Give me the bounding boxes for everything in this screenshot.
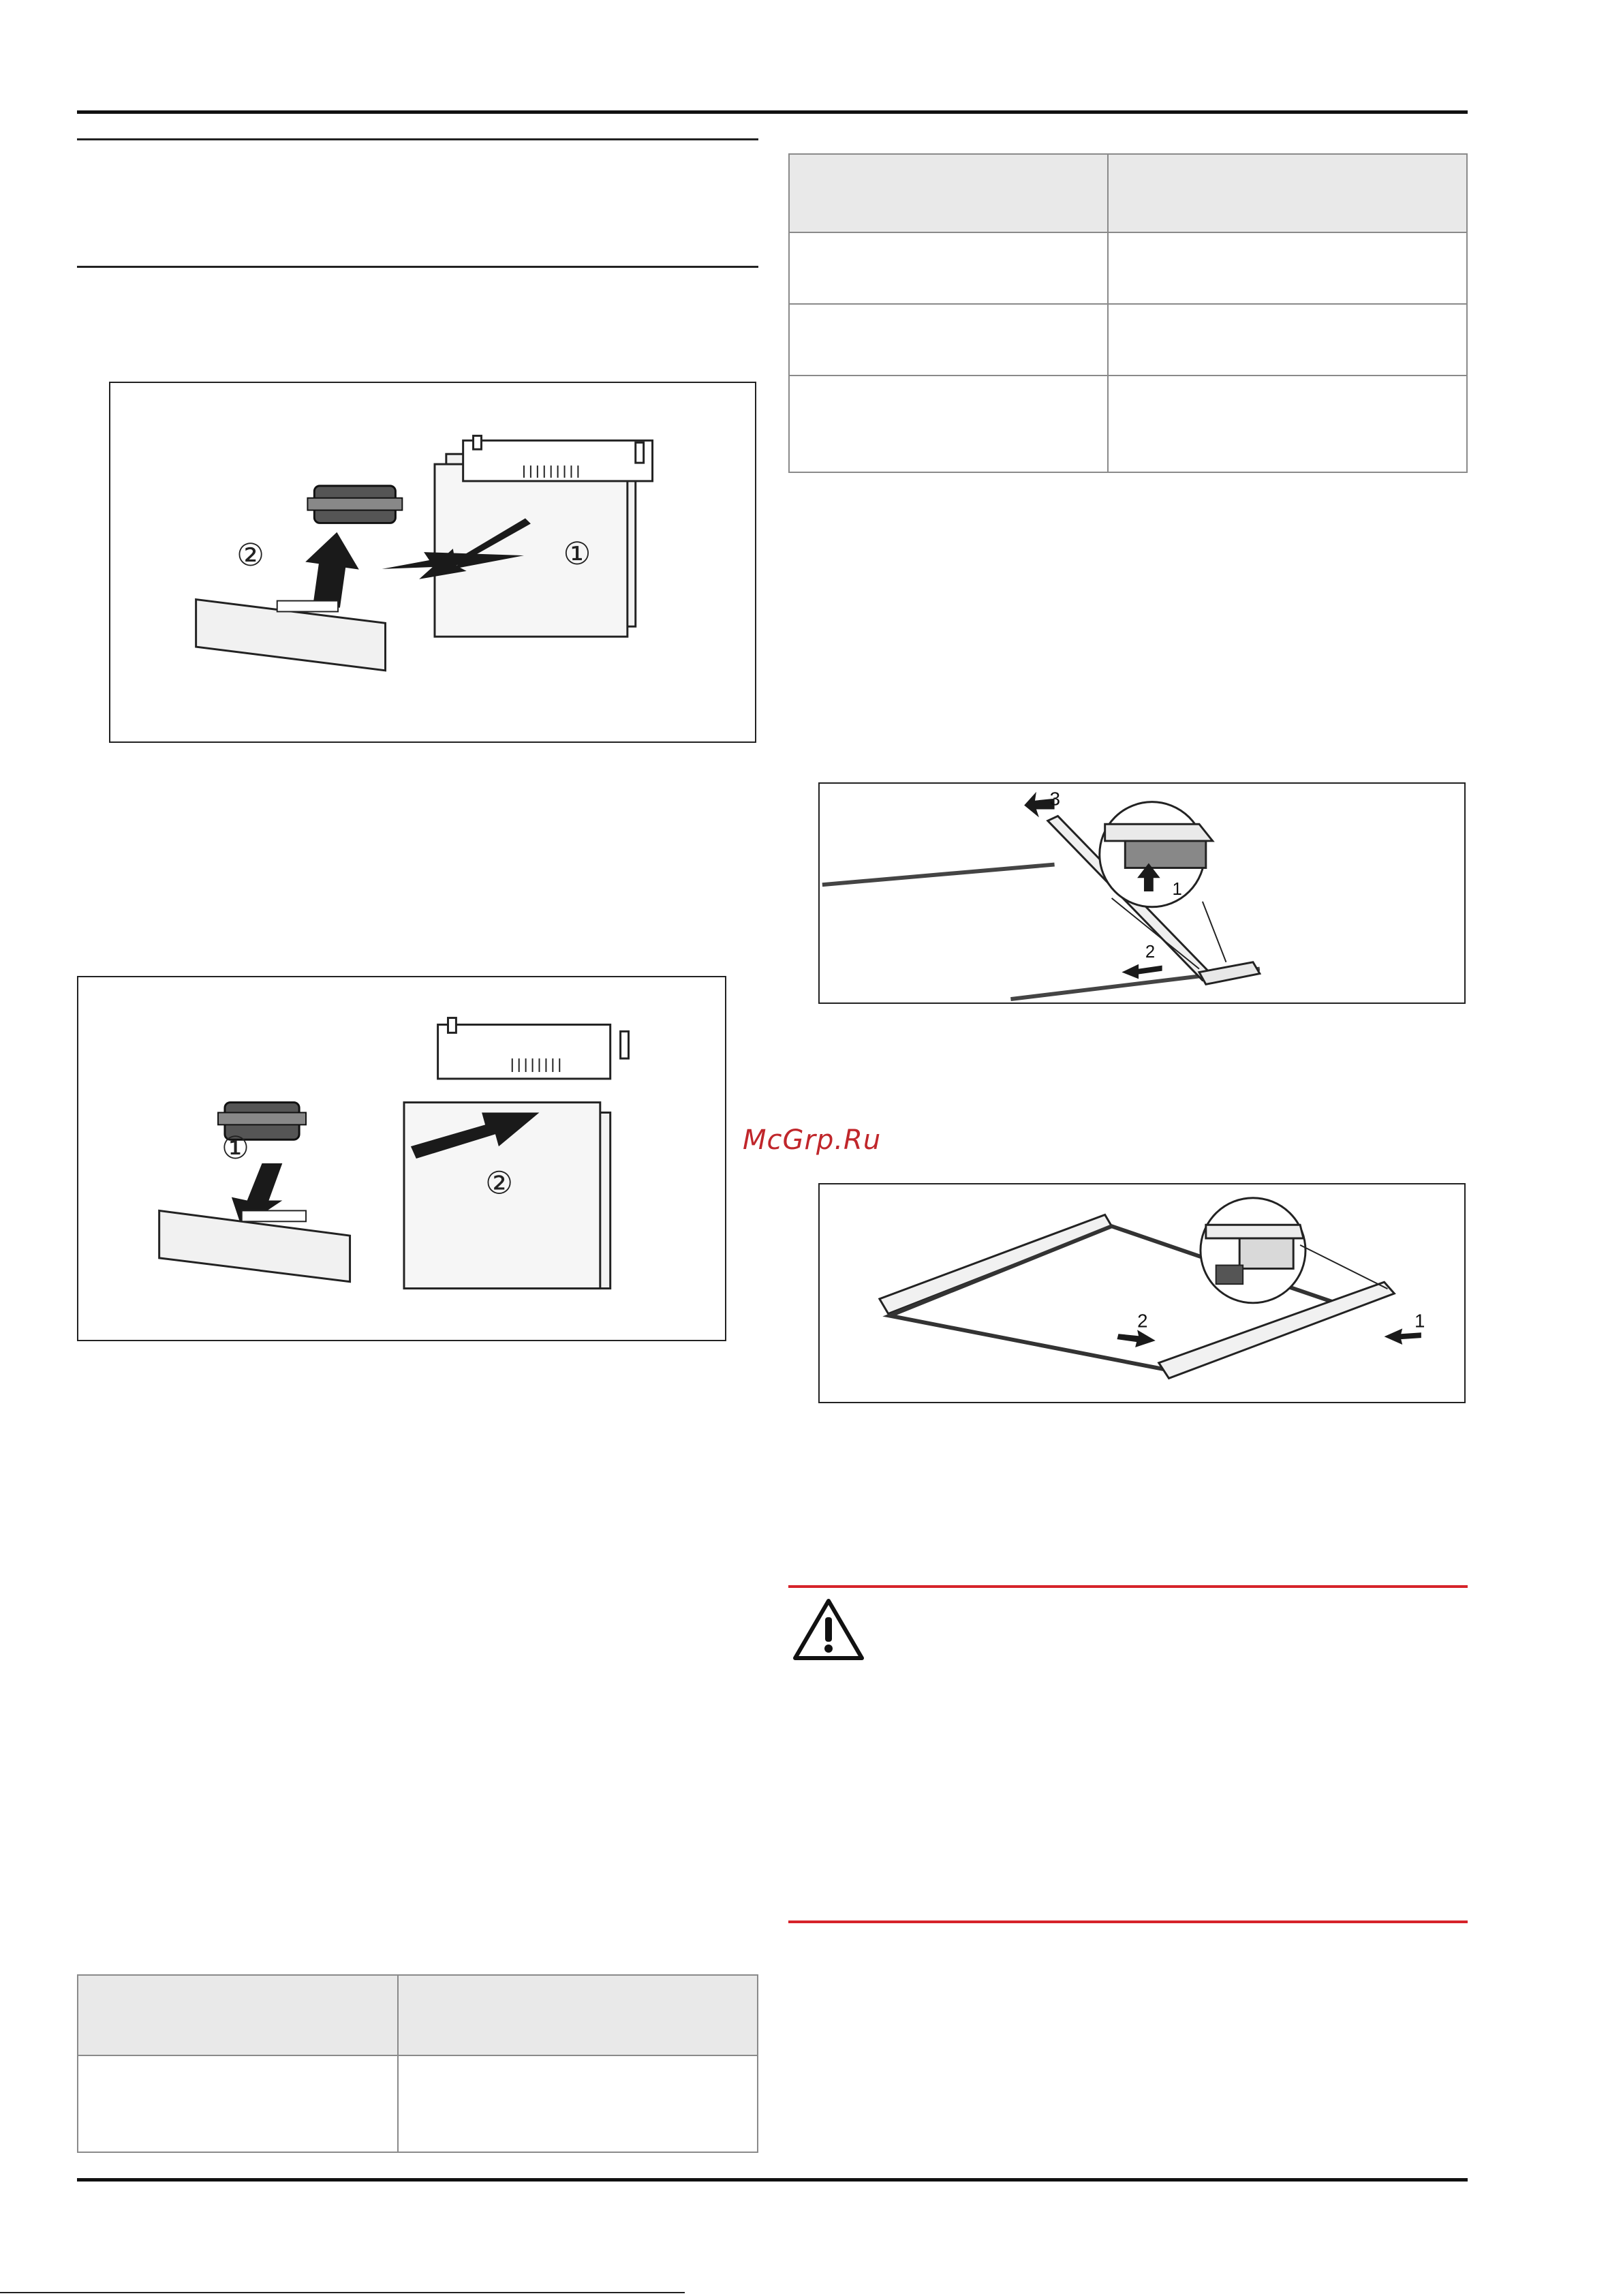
page-footer-hairline xyxy=(0,2292,685,2293)
warning-top-rule xyxy=(788,1585,1468,1588)
table-header-cell xyxy=(78,1975,398,2055)
figure-assemble-glass-shelf xyxy=(818,1183,1466,1403)
spec-table-right xyxy=(788,153,1468,473)
step-2-label: 2 xyxy=(1145,942,1156,962)
table-cell xyxy=(789,376,1108,472)
table-cell xyxy=(1108,304,1467,376)
step-1-label: ① xyxy=(563,535,591,572)
page-bottom-rule xyxy=(77,2178,1468,2182)
table-row xyxy=(789,376,1467,472)
table-cell xyxy=(789,232,1108,304)
step-1-label: 1 xyxy=(1414,1310,1425,1332)
step-1-label: 1 xyxy=(1172,879,1182,899)
table-header-cell xyxy=(1108,154,1467,232)
table-header-row xyxy=(78,1975,758,2055)
section-rule-left-1 xyxy=(77,138,758,140)
table-header-row xyxy=(789,154,1467,232)
figure-remove-filter xyxy=(109,382,756,743)
step-2-label: ② xyxy=(236,536,265,573)
figure-remove-glass-shelf xyxy=(818,782,1466,1004)
page-top-rule xyxy=(77,110,1468,114)
warning-triangle-icon xyxy=(792,1598,865,1661)
step-1-label: ① xyxy=(221,1130,249,1166)
step-2-label: 2 xyxy=(1137,1310,1148,1332)
warning-bottom-rule xyxy=(788,1920,1468,1923)
step-2-label: ② xyxy=(485,1165,514,1201)
table-cell xyxy=(789,304,1108,376)
spec-table-left xyxy=(77,1974,758,2153)
table-row xyxy=(78,2055,758,2152)
remove-filter-illustration xyxy=(110,383,755,741)
section-rule-left-2 xyxy=(77,266,758,268)
insert-filter-illustration xyxy=(78,977,725,1340)
remove-glass-shelf-illustration xyxy=(820,784,1464,1002)
table-cell xyxy=(1108,376,1467,472)
table-cell xyxy=(1108,232,1467,304)
table-row xyxy=(789,232,1467,304)
table-row xyxy=(789,304,1467,376)
table-header-cell xyxy=(398,1975,758,2055)
table-header-cell xyxy=(789,154,1108,232)
table-cell xyxy=(398,2055,758,2152)
assemble-glass-shelf-illustration xyxy=(820,1184,1464,1402)
table-cell xyxy=(78,2055,398,2152)
figure-insert-filter xyxy=(77,976,726,1341)
step-3-label: 3 xyxy=(1049,788,1061,810)
watermark: McGrp.Ru xyxy=(743,1124,882,1156)
